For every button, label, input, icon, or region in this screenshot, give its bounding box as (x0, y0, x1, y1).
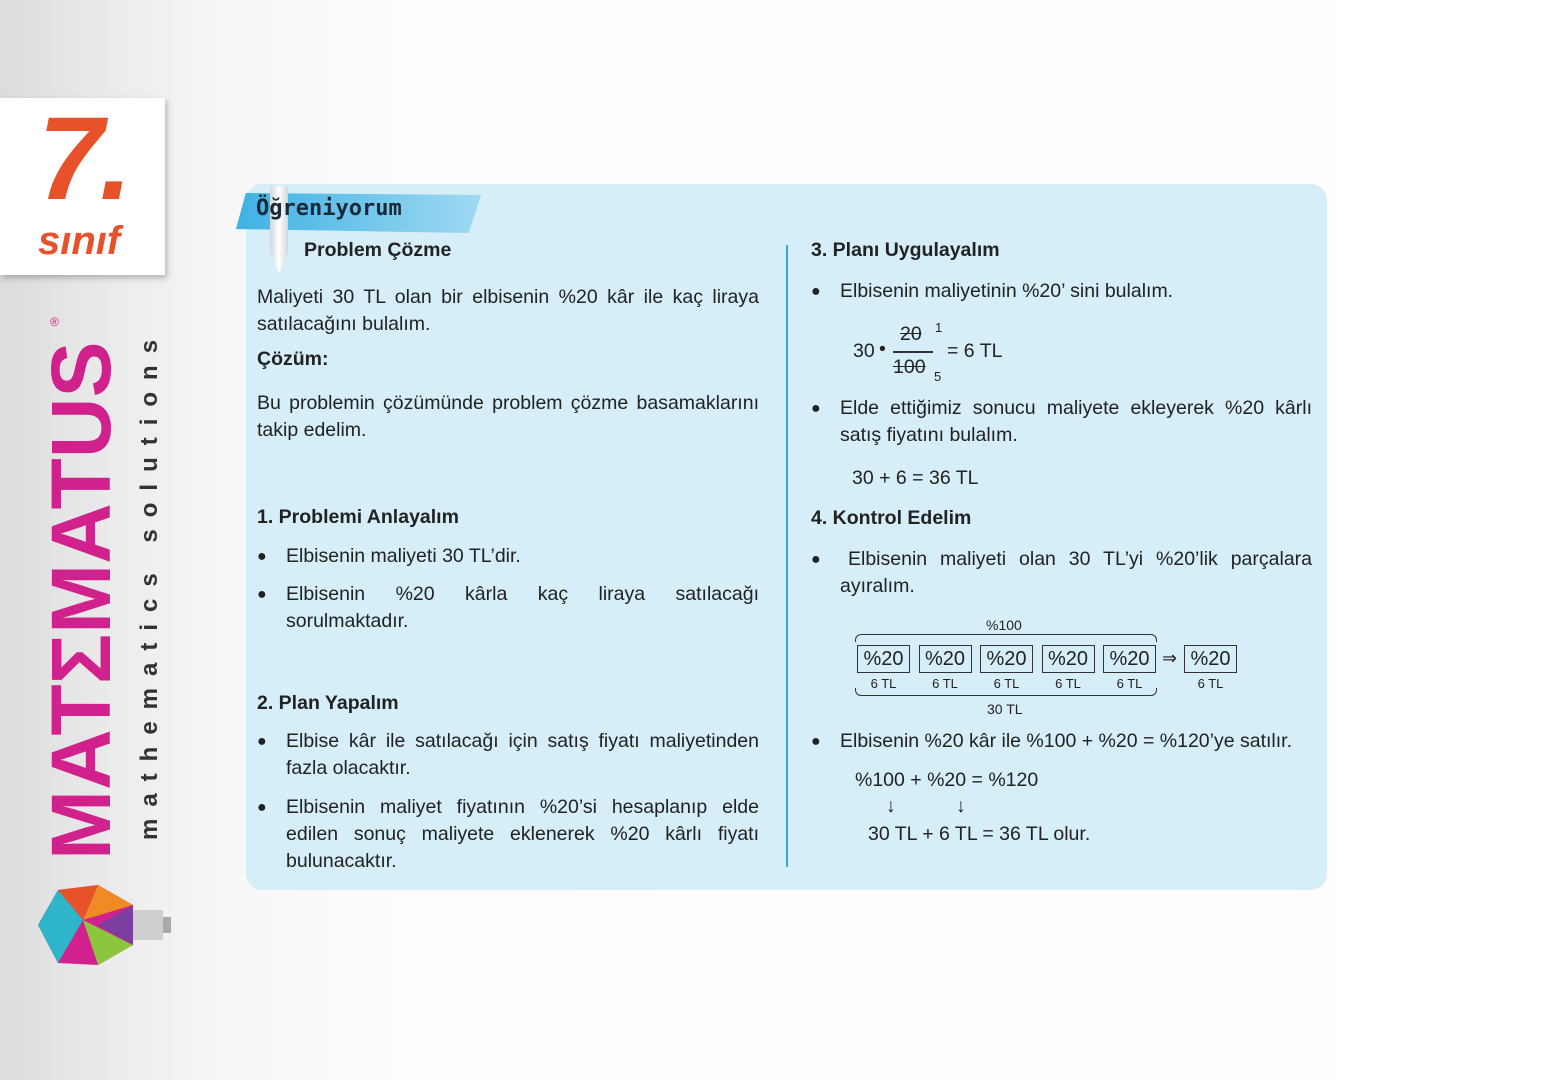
lightbulb-icon (38, 885, 173, 967)
step2-title: 2. Plan Yapalım (257, 692, 399, 714)
dot-operator: • (879, 338, 886, 360)
fraction-bar (893, 351, 933, 353)
column-divider (786, 245, 788, 867)
bullet-icon: ● (257, 733, 267, 750)
bullet-icon: ● (257, 799, 267, 816)
step4-bullet: Elbisenin maliyeti olan 30 TL’yi %20’lik parçalara ayıralım. (840, 548, 1312, 597)
calc-result: = 6 TL (947, 340, 1003, 362)
grade-word: sınıf (38, 219, 121, 263)
percent-equation: %100 + %20 = %120 (855, 769, 1039, 791)
bullet-icon: ● (811, 733, 821, 750)
diagram-top-label: %100 (986, 617, 1022, 633)
denominator-reduced: 5 (934, 369, 942, 384)
step2-bullet: Elbise kâr ile satılacağı için satış fiyatı maliyetinden fazla olacaktır. (286, 730, 759, 779)
bullet-icon: ● (257, 586, 267, 603)
grade-badge (0, 93, 165, 275)
part-box: %20 (857, 645, 910, 673)
bullet-icon: ● (811, 551, 821, 568)
part-value: 6 TL (993, 676, 1020, 691)
part-box: %20 (1042, 645, 1095, 673)
top-brace (855, 634, 1157, 642)
calc-numerator: 20 (900, 323, 922, 345)
part-value: 6 TL (870, 676, 897, 691)
down-arrow-icon: ↓ (886, 795, 896, 817)
extra-part-value: 6 TL (1197, 676, 1224, 691)
calc-factor: 30 (853, 340, 875, 362)
extra-part-box: %20 (1184, 645, 1237, 673)
diagram-bottom-label: 30 TL (987, 701, 1023, 717)
calc-denominator: 100 (893, 356, 926, 378)
brand-tagline: mathematics solutions (136, 327, 163, 840)
topic-title: Problem Çözme (304, 239, 452, 261)
implies-arrow: ⇒ (1162, 648, 1178, 668)
problem-text: Maliyeti 30 TL olan bir elbisenin %20 kâr ile kaç liraya satılacağını bulalım. (257, 286, 759, 335)
brand-logo: MATΣMATUS (34, 341, 128, 860)
part-value: 6 TL (932, 676, 958, 691)
step2-bullet: Elbisenin maliyet fiyatının %20’si hesaplanıp elde edilen sonuç maliyete eklenerek %20 kârlı fiyatı bulunacaktır. (286, 796, 759, 872)
registered-mark: ® (50, 315, 59, 329)
bullet-icon: ● (257, 548, 267, 565)
bullet-icon: ● (811, 400, 821, 417)
step4-title: 4. Kontrol Edelim (811, 507, 972, 529)
bullet-icon: ● (811, 283, 821, 300)
bottom-brace (855, 688, 1157, 696)
tl-equation: 30 TL + 6 TL = 36 TL olur. (868, 823, 1091, 845)
solution-label: Çözüm: (257, 348, 329, 370)
intro-text: Bu problemin çözümünde problem çözme basamaklarını takip edelim. (257, 392, 759, 441)
step1-bullet: Elbisenin maliyeti 30 TL’dir. (286, 545, 521, 567)
part-box: %20 (980, 645, 1033, 673)
down-arrow-icon: ↓ (956, 795, 966, 817)
sum-equation: 30 + 6 = 36 TL (852, 467, 979, 489)
part-box: %20 (1103, 645, 1156, 673)
numerator-reduced: 1 (935, 320, 943, 335)
banner-label: Öğreniyorum (256, 196, 402, 221)
grade-number: 7. (38, 93, 129, 225)
step1-title: 1. Problemi Anlayalım (257, 506, 459, 528)
step4-bullet: Elbisenin %20 kâr ile %100 + %20 = %120’ye satılır. (840, 730, 1293, 752)
part-value: 6 TL (1116, 676, 1143, 691)
step3-bullet: Elbisenin maliyetinin %20’ sini bulalım. (840, 280, 1174, 302)
step3-bullet: Elde ettiğimiz sonucu maliyete ekleyerek %20 kârlı satış fiyatını bulalım. (840, 397, 1312, 446)
step1-bullet: Elbisenin %20 kârla kaç liraya satılacağı sorulmaktadır. (286, 583, 759, 632)
part-value: 6 TL (1055, 676, 1081, 691)
step3-title: 3. Planı Uygulayalım (811, 239, 1000, 261)
part-box: %20 (919, 645, 972, 673)
